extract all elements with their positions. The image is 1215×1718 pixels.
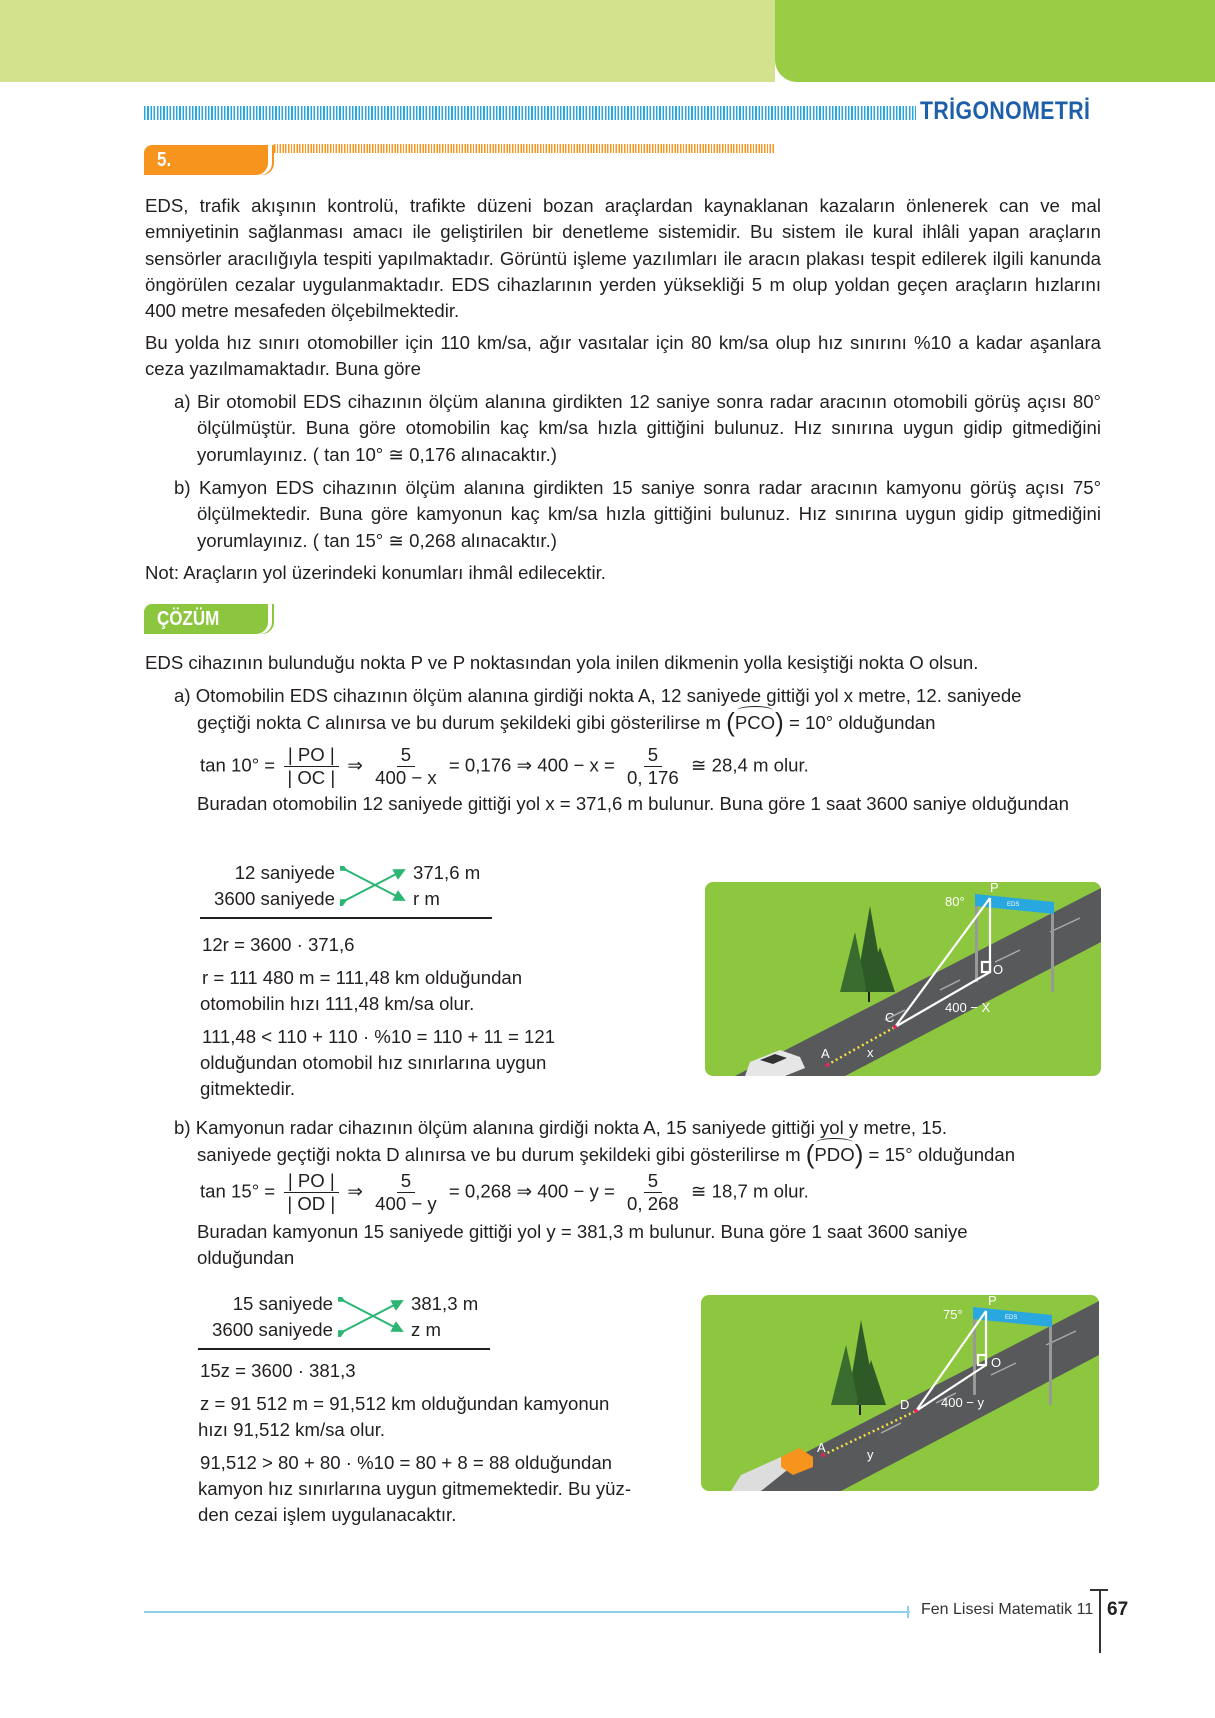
label-O: O [991,1355,1002,1370]
numerator: 5 [397,744,415,767]
calc-line: gitmektedir. [200,1078,296,1099]
calc-line: r = 111 480 m = 111,48 km olduğundan [202,967,523,988]
solution-b-buradan: Buradan kamyonun 15 saniyede gittiği yol y = 381,3 m bulunur. Buna göre 1 saat 3600 saniye [197,1221,968,1242]
cross-right-1: 381,3 m [411,1293,479,1314]
text: saniyede geçtiği nokta D alınırsa ve bu durum şekildeki gibi gösterilirse m [197,1144,801,1165]
cross-left-2: 3600 saniyede [212,1319,333,1340]
solution-a-equation [200,744,809,789]
fraction [371,744,441,789]
label-y: y [867,1447,874,1462]
calc-line: otomobilin hızı 111,48 km/sa olur. [200,993,475,1014]
angle-arc: PDO [814,1142,854,1168]
calc-line: z = 91 512 m = 91,512 km olduğundan kamyonun [200,1393,610,1414]
sign-label: EDS [1005,1315,1018,1321]
solution-b-equation [200,1170,809,1215]
eq-part: = 0,268 ⇒ 400 − y = [448,1180,615,1202]
example-limits: Bu yolda hız sınırı otomobiller için 110 km/sa, ağır vasıtalar için 80 km/sa olup hız sınırını %10 a kadar aşanlara ceza yazılmamaktadır. Buna göre [145,332,1101,380]
fraction [283,1170,339,1215]
denominator: 0, 176 [627,767,679,788]
fraction [283,744,339,789]
denominator: 400 − x [375,767,437,788]
sign-label: EDS [1007,902,1020,908]
example-intro: EDS, trafik akışının kontrolü, trafikte düzeni bozan araçlardan kaynaklanan kazaların önlenerek can ve mal emniyetinin sağlanması amacı ile geliştirilen bir denetleme sistemidir. Bu sistem ile kural ihlâli yapan araçların sensörler aracılığıyla tespiti yapılmaktadır. Görüntü işleme yazılımları ile aracın plakası tespit edilerek ilgili kanunda öngörülen cezalar uygulanmaktadır. EDS cihazlarının yerden yüksekliği 5 m olup yoldan geçen araçların hızlarını 400 metre mesafeden ölçebilmektedir. [145,195,1101,322]
header-band-dark [775,0,1215,82]
solution-badge-label: ÇÖZÜM [157,608,220,630]
label-angle: 75° [943,1307,963,1322]
calc-line: 91,512 > 80 + 80 · %10 = 80 + 8 = 88 olduğundan [200,1452,612,1473]
calc-line: olduğundan otomobil hız sınırlarına uygun [200,1052,547,1073]
solution-b-line2: saniyede geçtiği nokta D alınırsa ve bu durum şekildeki gibi gösterilirse m (PDO) = 15° olduğundan [197,1139,1016,1169]
example-badge-label: 5. ÖRNEK [157,149,219,201]
calc-line: hızı 91,512 km/sa olur. [198,1419,386,1440]
page-number: 67 [1107,1599,1129,1620]
page-divider [1099,1589,1101,1653]
eq-part: tan 10° = [200,754,276,776]
label-A: A [817,1440,826,1455]
solution-intro: EDS cihazının bulunduğu nokta P ve P noktasından yola inilen dikmenin yolla kesiştiği nokta O olsun. [145,652,979,673]
divider [198,1348,490,1350]
label-P: P [988,1295,997,1308]
label-400-x: 400 − X [945,1000,991,1015]
label-x: x [867,1045,874,1060]
eq-part: ⇒ [347,1180,363,1202]
text: geçtiği nokta C alınırsa ve bu durum şekildeki gibi gösterilirse m [197,712,721,733]
solution-a-line1: a) Otomobilin EDS cihazının ölçüm alanına girdiği nokta A, 12 saniyede gittiği yol x metre, 12. saniyede [174,685,1022,706]
divider [200,917,492,919]
eq-part: tan 15° = [200,1180,276,1202]
example-question-b: b) Kamyon EDS cihazının ölçüm alanına girdikten 15 saniye sonra radar aracının kamyonu görüş açısı 75° ölçülmektedir. Buna göre kamyonun kaç km/sa hızla gittiğini bulunuz. Hız sınırına uygun gidip gitmediğini yorumlayınız. ( tan 15° ≅ 0,268 alınacaktır.) [174,477,1101,551]
calc-line: den cezai işlem uygulanacaktır. [198,1504,457,1525]
angle-arc: PCO [735,710,775,736]
footer-rule [144,1611,910,1613]
header-band-light [0,0,775,82]
solution-b-line1: b) Kamyonun radar cihazının ölçüm alanına girdiği nokta A, 15 saniyede gittiği yol y metre, 15. [174,1117,948,1138]
calc-line: 15z = 3600 · 381,3 [200,1360,356,1381]
cross-right-2: r m [413,888,440,909]
example-question-a: a) Bir otomobil EDS cihazının ölçüm alanına girdikten 12 saniye sonra radar aracının otomobili görüş açısı 80° ölçülmüştür. Buna göre otomobilin kaç km/sa hızla gittiğini bulunuz. Hız sınırına uygun gidip gitmediğini yorumlayınız. ( tan 10° ≅ 0,176 alınacaktır.) [174,391,1101,465]
topic-title: TRİGONOMETRİ [920,97,1091,125]
fraction [371,1170,441,1215]
calc-line: kamyon hız sınırlarına uygun gitmemektedir. Bu yüz- [198,1478,632,1499]
text: = 10° olduğundan [788,712,936,733]
eq-part: ⇒ [347,754,363,776]
denominator: | OD | [287,1193,336,1214]
numerator: | PO | [284,744,339,767]
denominator: 0, 268 [627,1193,679,1214]
calc-line: 111,48 < 110 + 110 · %10 = 110 + 11 = 121 [202,1026,556,1047]
cross-arrows-icon [338,1297,408,1337]
cross-right-1: 371,6 m [413,862,481,883]
eq-part: ≅ 18,7 m olur. [690,1180,809,1202]
fraction [623,1170,683,1215]
label-A: A [821,1046,830,1061]
example-badge [144,145,268,201]
label-O: O [993,962,1004,977]
page-divider-top [1090,1589,1108,1591]
cross-left-2: 3600 saniyede [214,888,335,909]
footer-tick [907,1606,909,1618]
cross-right-2: z m [411,1319,441,1340]
text: = 15° olduğundan [868,1144,1016,1165]
fraction [623,744,683,789]
label-C: C [885,1010,895,1025]
example-note: Not: Araçların yol üzerindeki konumları ihmâl edilecektir. [145,562,606,583]
example-rule [274,144,774,153]
label-angle: 80° [945,894,965,909]
numerator: 5 [644,744,662,767]
numerator: 5 [644,1170,662,1193]
solution-a-line2: geçtiği nokta C alınırsa ve bu durum şekildeki gibi gösterilirse m (PCO) = 10° olduğundan [197,707,936,737]
numerator: 5 [397,1170,415,1193]
solution-badge [144,604,268,634]
proportion-cross-b [198,1291,498,1351]
cross-left-1: 12 saniyede [234,862,335,883]
denominator: | OC | [287,767,336,788]
calc-line: 12r = 3600 · 371,6 [202,934,355,955]
numerator: | PO | [284,1170,339,1193]
book-title: Fen Lisesi Matematik 11 [921,1601,1094,1618]
eds-truck-figure [701,1295,1099,1491]
proportion-cross-a [200,860,500,920]
cross-arrows-icon [340,866,410,906]
eq-part: ≅ 28,4 m olur. [690,754,809,776]
denominator: 400 − y [375,1193,437,1214]
solution-a-buradan: Buradan otomobilin 12 saniyede gittiği yol x = 371,6 m bulunur. Buna göre 1 saat 3600 saniye olduğundan [197,793,1069,814]
eq-part: = 0,176 ⇒ 400 − x = [448,754,615,776]
label-D: D [900,1397,910,1412]
label-400-y: 400 − y [941,1395,985,1410]
eds-car-figure [705,882,1101,1076]
cross-left-1: 15 saniyede [232,1293,333,1314]
label-P: P [990,882,999,895]
topic-rule [144,106,916,120]
solution-b-buradan-2: olduğundan [197,1247,295,1268]
